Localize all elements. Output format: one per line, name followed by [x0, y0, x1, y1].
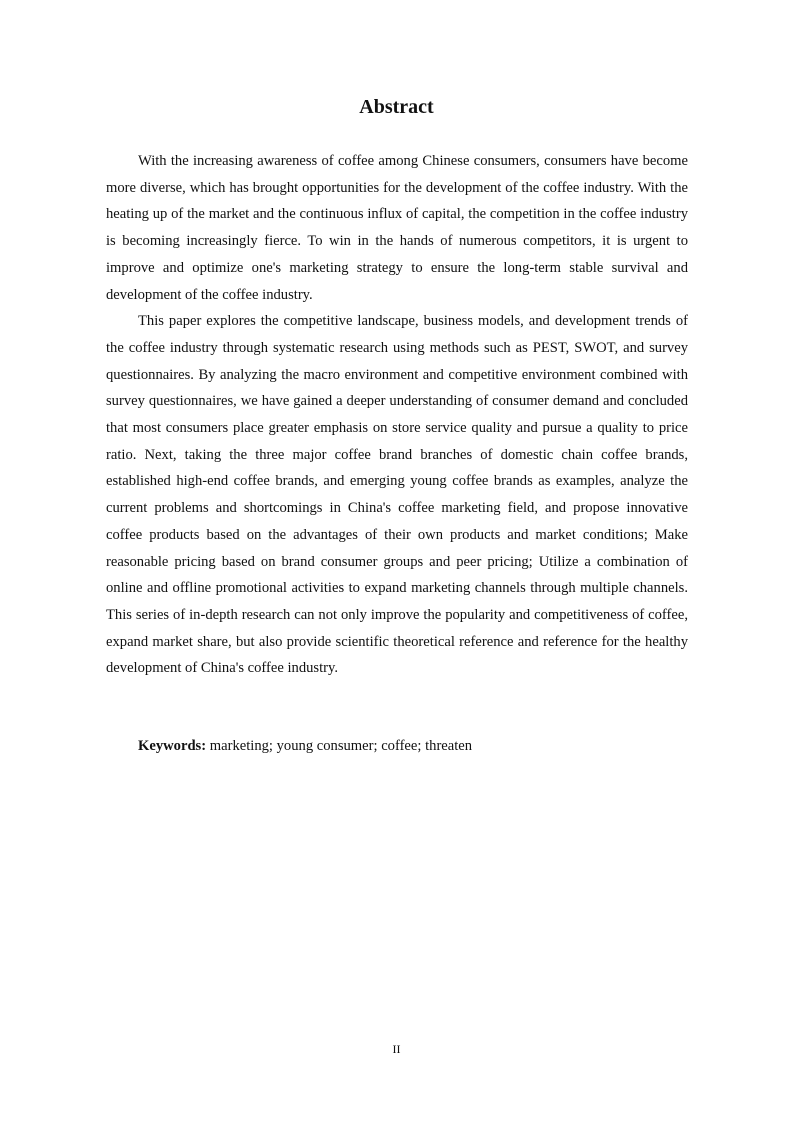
keywords-line	[138, 733, 688, 760]
abstract-body	[106, 148, 688, 682]
page-number: II	[392, 1042, 401, 1056]
abstract-paragraph-2: This paper explores the competitive landscape, business models, and development trends of the coffee industry through systematic research using methods such as PEST, SWOT, and survey questionnaires. By analyzing the macro environment and competitive environment combined with survey questionnaires, we have gained a deeper understanding of consumer demand and concluded that most consumers place greater emphasis on store service quality and pursue a quality to price ratio. Next, taking the three major coffee brand branches of domestic chain coffee brands, established high-end coffee brands, and emerging young coffee brands as examples, analyze the current problems and shortcomings in China's coffee marketing field, and propose innovative coffee products based on the advantages of their own products and market conditions; Make reasonable pricing based on brand consumer groups and peer pricing; Utilize a combination of online and offline promotional activities to expand marketing channels through multiple channels. This series of in-depth research can not only improve the popularity and competitiveness of coffee, expand market share, but also provide scientific theoretical reference and reference for the healthy development of China's coffee industry.	[106, 313, 688, 677]
abstract-paragraph-1: With the increasing awareness of coffee among Chinese consumers, consumers have become more diverse, which has brought opportunities for the development of the coffee industry. With the heating up of the market and the continuous influx of capital, the competition in the coffee industry is becoming increasingly fierce. To win in the hands of numerous competitors, it is urgent to improve and optimize one's marketing strategy to ensure the long-term stable survival and development of the coffee industry.	[106, 153, 688, 303]
page-title: Abstract	[359, 96, 434, 118]
keywords-label: Keywords:	[138, 738, 207, 754]
keywords-text: marketing; young consumer; coffee; threaten	[206, 738, 473, 754]
